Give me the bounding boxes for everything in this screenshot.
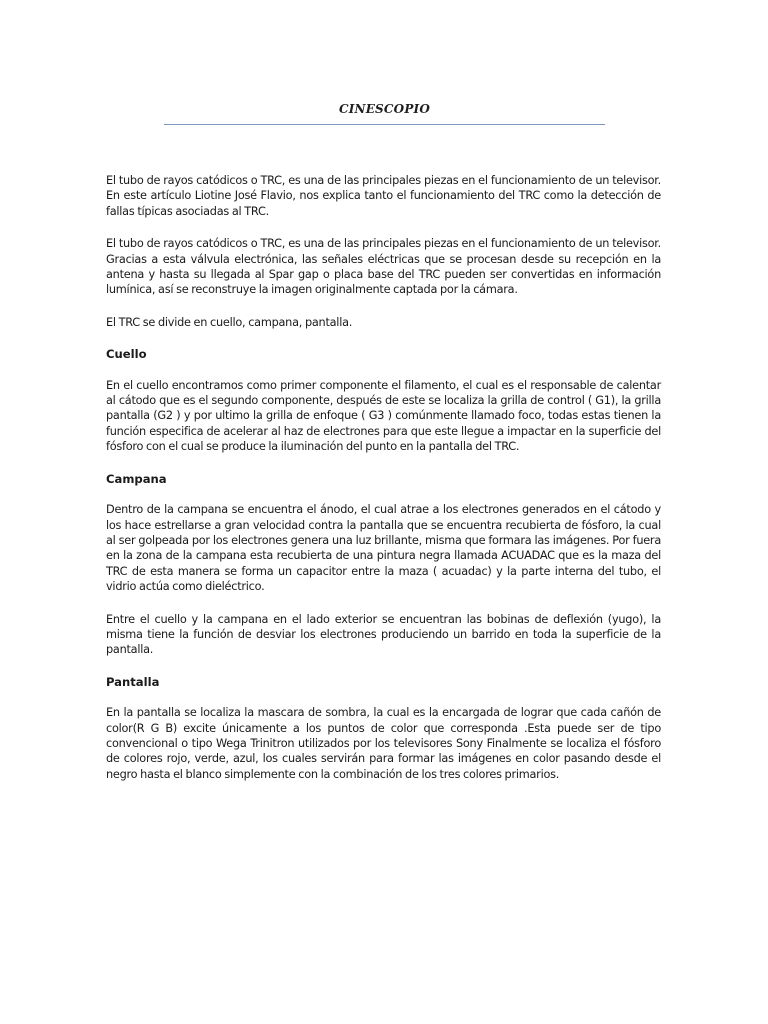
section-paragraph: Dentro de la campana se encuentra el ánodo, el cual atrae a los electrones generados en el cátodo y los hace estrellarse a gran velocidad contra la pantalla que se encuentra recubierta de fósforo, la cual al ser golpeada por los electrones genera una luz brillante, misma que formara las imágenes. Por fuera en la zona de la campana esta recubierta de una pintura negra llamada ACUADAC que es la maza del TRC de esta manera se forma un capacitor entre la maza ( acuadac) y la parte interna del tubo, el vidrio actúa como dieléctrico. <box>106 503 661 594</box>
section-heading: Campana <box>106 471 167 486</box>
intro-paragraph: El TRC se divide en cuello, campana, pantalla. <box>106 315 353 329</box>
document-body <box>106 173 661 799</box>
section-heading: Cuello <box>106 347 147 362</box>
section-cuello <box>106 347 661 454</box>
section-paragraph: En el cuello encontramos como primer componente el filamento, el cual es el responsable de calentar al cátodo que es el segundo componente, después de este se localiza la grilla de control ( G1), la grilla pantalla (G2 ) y por ultimo la grilla de enfoque ( G3 ) comúnmente llamado foco, todas estas tienen la función especifica de acelerar al haz de electrones para que este llegue a impactar en la superficie del fósforo con el cual se produce la iluminación del punto en la pantalla del TRC. <box>106 378 661 454</box>
section-heading: Pantalla <box>106 674 160 689</box>
section-paragraph: Entre el cuello y la campana en el lado exterior se encuentran las bobinas de deflexión (yugo), la misma tiene la función de desviar los electrones produciendo un barrido en toda la superficie de la pantalla. <box>106 612 661 657</box>
document-title: CINESCOPIO <box>338 102 431 116</box>
intro-paragraph: El tubo de rayos catódicos o TRC, es una de las principales piezas en el funcionamiento de un televisor. En este artículo Liotine José Flavio, nos explica tanto el funcionamiento del TRC como la detección de fallas típicas asociadas al TRC. <box>106 174 661 218</box>
section-pantalla <box>106 675 661 782</box>
intro-paragraph: El tubo de rayos catódicos o TRC, es una de las principales piezas en el funcionamiento de un televisor. Gracias a esta válvula electrónica, las señales eléctricas que se procesan desde su recepción en la antena y hasta su llegada al Spar gap o placa base del TRC pueden ser convertidas en información lumínica, así se reconstruye la imagen originalmente captada por la cámara. <box>106 237 661 297</box>
section-campana <box>106 472 661 658</box>
section-paragraph: En la pantalla se localiza la mascara de sombra, la cual es la encargada de lograr que cada cañón de color(R G B) excite únicamente a los puntos de color que corresponda .Esta puede ser de tipo convencional o tipo Wega Trinitron utilizados por los televisores Sony Finalmente se localiza el fósforo de colores rojo, verde, azul, los cuales servirán para formar las imágenes en color pasando desde el negro hasta el blanco simplemente con la combinación de los tres colores primarios. <box>106 706 661 781</box>
title-underline <box>164 124 605 125</box>
